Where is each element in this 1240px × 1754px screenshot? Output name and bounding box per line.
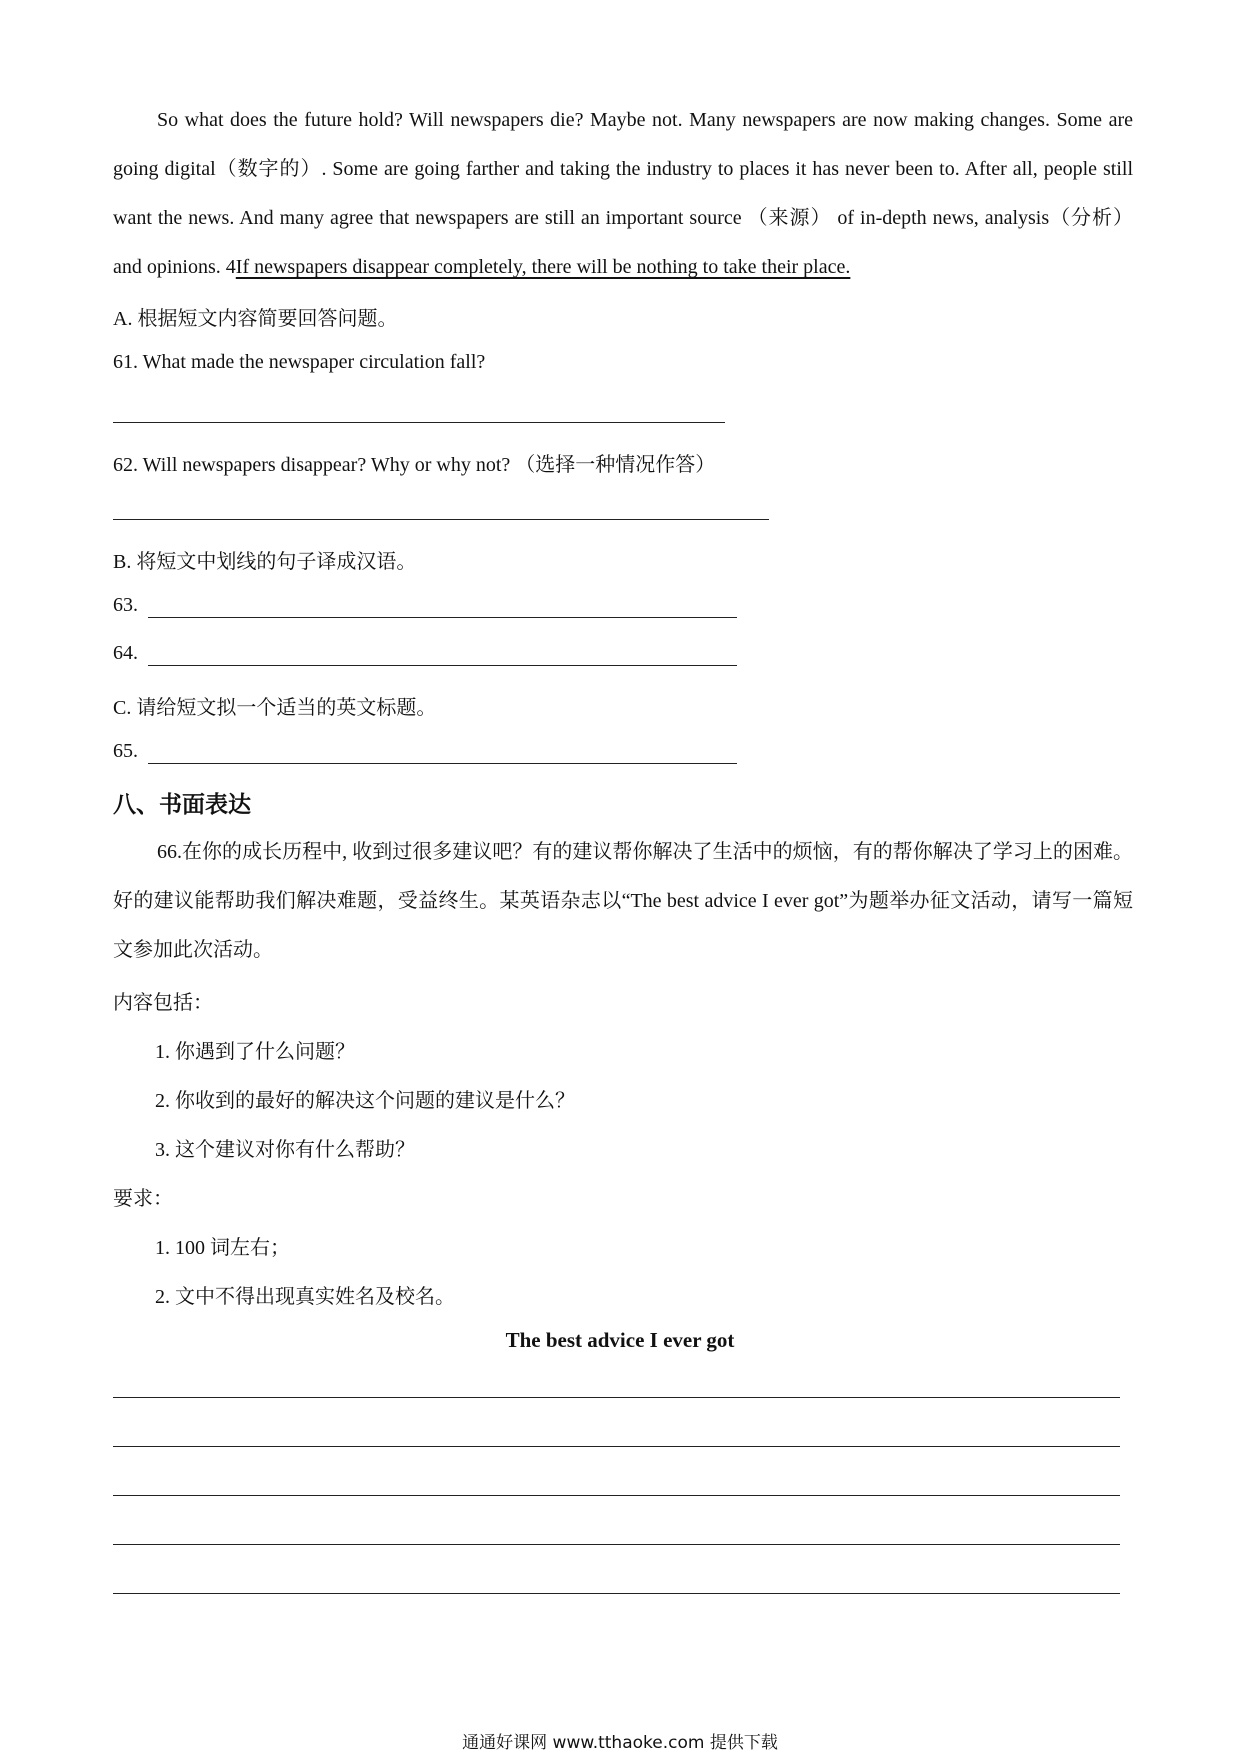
writing-prompt-text: 66.在你的成长历程中, 收到过很多建议吧？有的建议帮你解决了生活中的烦恼，有的帮你解决了学习上的困难。好的建议能帮助我们解决难题，受益终生。某英语杂志以“The best advice I ever got”为题举办征文活动，请写一篇短文参加此次活动。 (113, 841, 1133, 961)
essay-line-5[interactable] (113, 1593, 1120, 1594)
question-65-label: 65. (113, 740, 138, 762)
essay-line-2[interactable] (113, 1446, 1120, 1447)
content-item-1: 1. 你遇到了什么问题？ (155, 1041, 355, 1063)
requirements-label: 要求： (113, 1188, 173, 1210)
content-item-3: 3. 这个建议对你有什么帮助？ (155, 1139, 415, 1161)
requirement-item-2: 2. 文中不得出现真实姓名及校名。 (155, 1286, 455, 1308)
question-63-label: 63. (113, 594, 138, 616)
writing-section-heading: 八、书面表达 (113, 792, 251, 818)
answer-line-63[interactable] (148, 617, 737, 618)
footer-watermark: 通通好课网 www.tthaoke.com 提供下载 (462, 1733, 778, 1753)
content-item-2: 2. 你收到的最好的解决这个问题的建议是什么？ (155, 1090, 575, 1112)
essay-line-4[interactable] (113, 1544, 1120, 1545)
answer-line-62[interactable] (113, 519, 769, 520)
passage-paragraph (113, 96, 1133, 292)
answer-line-64[interactable] (148, 665, 737, 666)
section-b-instruction: B. 将短文中划线的句子译成汉语。 (113, 551, 417, 573)
content-label: 内容包括： (113, 992, 213, 1014)
question-61: 61. What made the newspaper circulation fall? (113, 351, 486, 373)
writing-prompt (113, 828, 1133, 975)
essay-line-3[interactable] (113, 1495, 1120, 1496)
question-62: 62. Will newspapers disappear? Why or why not? （选择一种情况作答） (113, 454, 716, 476)
requirement-item-1: 1. 100 词左右； (155, 1237, 290, 1259)
passage-text: So what does the future hold? Will newspapers die? Maybe not. Many newspapers are now making changes. Some are going digital（数字的）. Some are going farther and taking the industry to places it has never been to. After all, people still want the news. And many agree that newspapers are still an important source （来源） of in-depth news, analysis（分析） and opinions. 4 (113, 109, 1133, 278)
essay-title: The best advice I ever got (505, 1328, 735, 1352)
answer-line-61[interactable] (113, 422, 725, 423)
answer-line-65[interactable] (148, 763, 737, 764)
essay-line-1[interactable] (113, 1397, 1120, 1398)
section-a-instruction: A. 根据短文内容简要回答问题。 (113, 308, 398, 330)
section-c-instruction: C. 请给短文拟一个适当的英文标题。 (113, 697, 437, 719)
underlined-sentence: If newspapers disappear completely, there will be nothing to take their place. (235, 256, 851, 278)
question-64-label: 64. (113, 642, 138, 664)
